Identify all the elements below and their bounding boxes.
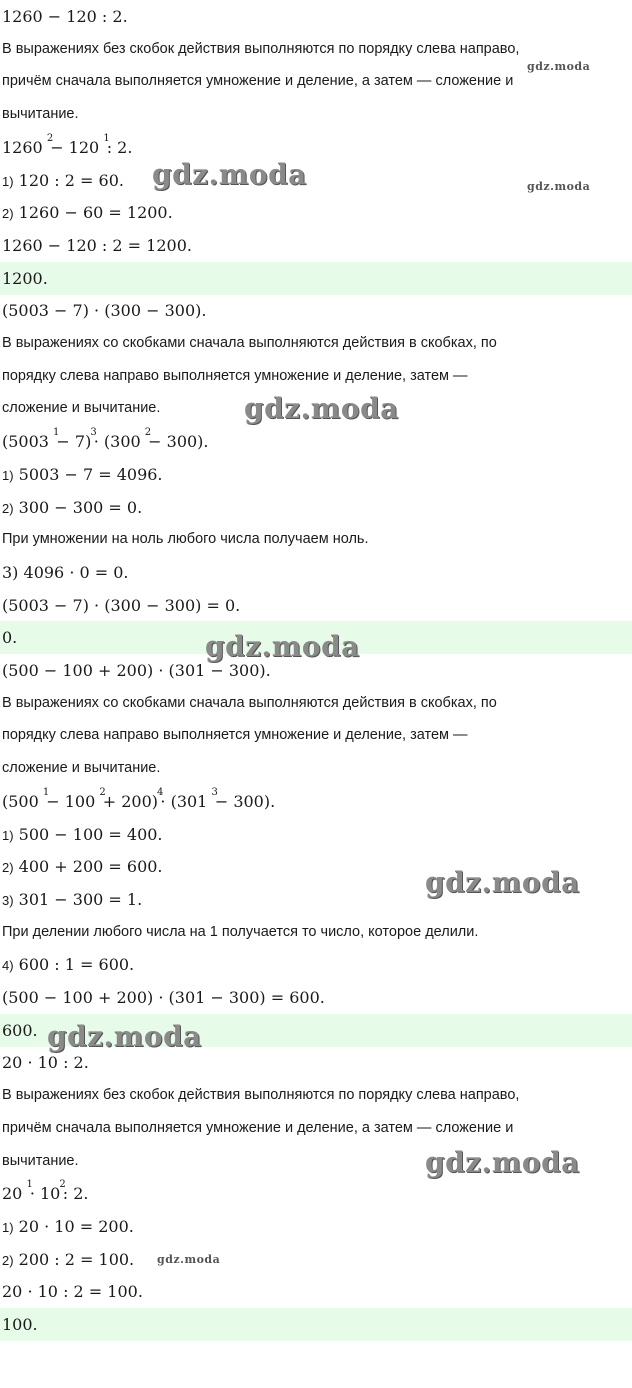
explanation-text: В выражениях без скобок действия выполняются по порядку слева направо, xyxy=(2,1087,520,1104)
expression-part: − 7) xyxy=(56,432,92,452)
operation-order-mark: 1 xyxy=(26,1179,33,1191)
expression-part: · (301 xyxy=(160,791,213,811)
step-row xyxy=(0,948,632,981)
expression-part: − 300). xyxy=(148,432,209,452)
step-number: 3) xyxy=(2,892,14,908)
explanation-text: причём сначала выполняется умножение и деление, а затем — сложение и xyxy=(2,73,514,90)
step-row xyxy=(0,196,632,229)
answer-row: 600. xyxy=(0,1014,632,1047)
math-expression xyxy=(0,131,632,164)
math-expression: 3) 4096 · 0 = 0. xyxy=(2,562,129,582)
operation-order-mark: 2 xyxy=(99,786,106,798)
math-expression xyxy=(0,1177,632,1210)
operation-order-mark: 1 xyxy=(42,786,50,798)
answer-row: 1200. xyxy=(0,262,632,295)
math-expression xyxy=(0,785,632,818)
step-number: 1) xyxy=(2,827,14,843)
answer-row: 100. xyxy=(0,1308,632,1341)
watermark: gdz.moda xyxy=(152,158,307,191)
math-expression: 1260 − 120 : 2 = 1200. xyxy=(2,235,192,255)
operation-order-mark: 4 xyxy=(157,786,164,798)
watermark: gdz.moda xyxy=(244,392,399,425)
step-number: 2) xyxy=(2,500,14,516)
step-expression: 301 − 300 = 1. xyxy=(18,889,143,909)
step-expression: 400 + 200 = 600. xyxy=(18,857,163,877)
step-number: 2) xyxy=(2,860,14,876)
watermark: gdz.moda xyxy=(47,1020,202,1053)
step-expression: 5003 − 7 = 4096. xyxy=(18,464,163,484)
explanation-text: вычитание. xyxy=(2,106,79,123)
math-expression: 20 · 10 : 2 = 100. xyxy=(2,1282,143,1302)
expression-part: : 2. xyxy=(62,1184,89,1204)
operation-order-mark: 3 xyxy=(90,427,97,439)
explanation-text: В выражениях со скобками сначала выполняются действия в скобках, по xyxy=(2,694,497,711)
explanation-text: порядку слева направо выполняется умножение и деление, затем — xyxy=(2,727,468,744)
step-row xyxy=(0,1243,632,1276)
explanation-text: В выражениях без скобок действия выполняются по порядку слева направо, xyxy=(2,40,520,57)
expression-part: + 200) xyxy=(102,791,159,811)
explanation-text: сложение и вычитание. xyxy=(2,400,161,417)
watermark: gdz.moda xyxy=(205,630,360,663)
explanation-text: вычитание. xyxy=(2,1152,79,1169)
step-expression: 500 − 100 = 400. xyxy=(18,824,163,844)
expression-part: − 100 xyxy=(46,791,101,811)
explanation-text: причём сначала выполняется умножение и деление, а затем — сложение и xyxy=(2,1119,514,1136)
step-expression: 300 − 300 = 0. xyxy=(18,497,143,517)
operation-order-mark: 3 xyxy=(211,786,218,798)
step-expression: 600 : 1 = 600. xyxy=(18,955,135,975)
step-number: 2) xyxy=(2,206,14,222)
explanation-text: При умножении на ноль любого числа получаем ноль. xyxy=(2,531,369,548)
expression-part: − 300). xyxy=(214,791,276,811)
math-expression: (5003 − 7) · (300 − 300). xyxy=(2,301,207,321)
watermark: gdz.moda xyxy=(527,180,591,193)
operation-order-mark: 2 xyxy=(59,1179,66,1191)
math-expression: (500 − 100 + 200) · (301 − 300). xyxy=(2,661,271,680)
watermark: gdz.moda xyxy=(157,1253,221,1266)
step-number: 1) xyxy=(2,173,14,189)
operation-order-mark: 1 xyxy=(103,132,110,144)
explanation-text: При делении любого числа на 1 получается то число, которое делили. xyxy=(2,923,479,940)
explanation-text: сложение и вычитание. xyxy=(2,760,161,777)
answer-row: 0. xyxy=(0,621,632,654)
explanation-text: порядку слева направо выполняется умножение и деление, затем — xyxy=(2,367,468,384)
watermark: gdz.moda xyxy=(527,60,591,73)
watermark: gdz.moda xyxy=(425,866,580,899)
explanation-text: В выражениях со скобками сначала выполняются действия в скобках, по xyxy=(2,335,497,351)
operation-order-mark: 2 xyxy=(144,427,152,439)
operation-order-mark: 1 xyxy=(53,427,60,439)
expression-part: − 120 xyxy=(50,137,105,157)
step-number: 1) xyxy=(2,1219,14,1235)
watermark: gdz.moda xyxy=(425,1146,580,1179)
math-expression: 1260 − 120 : 2. xyxy=(2,7,128,26)
step-row xyxy=(0,818,632,851)
expression-part: (500 xyxy=(2,791,44,811)
expression-part: · 10 xyxy=(29,1184,61,1204)
operation-order-mark: 2 xyxy=(46,132,54,144)
step-number: 4) xyxy=(2,958,14,974)
math-expression: (5003 − 7) · (300 − 300) = 0. xyxy=(2,595,241,615)
expression-part: · (300 xyxy=(93,432,146,452)
expression-part: (5003 xyxy=(2,432,55,452)
step-expression: 200 : 2 = 100. xyxy=(18,1249,135,1269)
math-expression: (500 − 100 + 200) · (301 − 300) = 600. xyxy=(2,988,325,1007)
expression-part: 1260 xyxy=(2,137,48,157)
expression-part: : 2. xyxy=(106,137,133,157)
step-expression: 1260 − 60 = 1200. xyxy=(18,203,173,223)
expression-part: 20 xyxy=(2,1184,28,1204)
math-expression xyxy=(0,425,632,458)
step-number: 2) xyxy=(2,1252,14,1268)
step-expression: 120 : 2 = 60. xyxy=(18,170,124,190)
step-row xyxy=(0,491,632,524)
step-expression: 20 · 10 = 200. xyxy=(18,1216,134,1236)
step-row xyxy=(0,458,632,491)
math-expression: 20 · 10 : 2. xyxy=(2,1053,89,1073)
step-row xyxy=(0,1210,632,1243)
step-number: 1) xyxy=(2,467,14,483)
